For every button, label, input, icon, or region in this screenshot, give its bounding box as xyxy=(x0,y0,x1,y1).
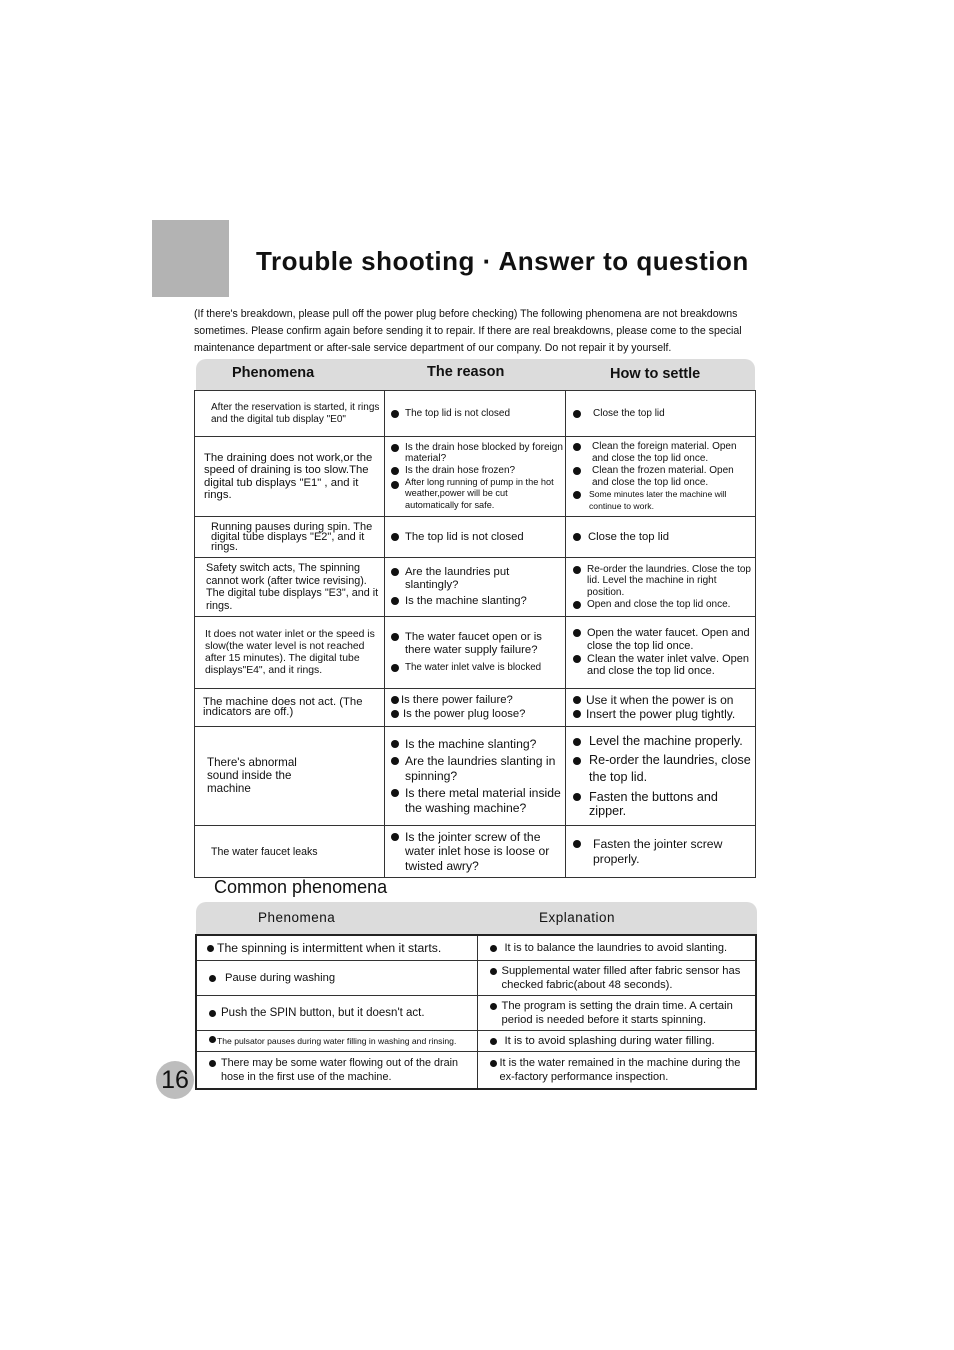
table-row xyxy=(195,726,756,825)
common-phenomena-header xyxy=(196,902,757,934)
phenomenon-cell: The draining does not work,or the speed of draining is too slow.The digital tub displays "E1" , and it rings. xyxy=(195,437,385,517)
bullet-icon xyxy=(391,410,399,418)
phenomenon-cell: Safety switch acts, The spinning cannot work (after twice revising). The digital tube displays "E3", and it rings. xyxy=(195,558,385,617)
phenomenon-cell: Running pauses during spin. The digital tube displays "E2", and it rings. xyxy=(195,517,385,558)
settle-cell xyxy=(566,437,756,517)
bullet-icon xyxy=(391,467,399,475)
list-item: Re-order the laundries. Close the top lid. Level the machine in right position. xyxy=(573,564,753,599)
list-item: Use it when the power is on xyxy=(573,694,751,706)
phenomenon-cell: The water faucet leaks xyxy=(195,825,385,878)
bullet-icon xyxy=(391,757,399,765)
phenomenon-cell: The pulsator pauses during water filling in washing and rinsing. xyxy=(196,1030,477,1051)
phenomenon-cell: It does not water inlet or the speed is slow(the water level is not reached after 15 minutes). The digital tube displays"E4", and it rings. xyxy=(195,617,385,689)
phenomenon-cell: There's abnormal sound inside the machine xyxy=(195,726,385,825)
bullet-icon xyxy=(573,443,581,451)
table-row xyxy=(195,617,756,689)
header-reason: The reason xyxy=(427,364,505,380)
reason-cell xyxy=(385,689,566,727)
header-settle: How to settle xyxy=(610,366,701,382)
list-item: The water faucet open or is there water supply failure? xyxy=(391,631,561,656)
bullet-icon xyxy=(391,444,399,452)
page-title: Trouble shooting · Answer to question xyxy=(256,246,749,276)
bullet-icon xyxy=(391,597,399,605)
table-row xyxy=(195,517,756,558)
table-row xyxy=(195,437,756,517)
phenomenon-cell: Pause during washing xyxy=(196,960,477,995)
bullet-icon xyxy=(391,789,399,797)
bullet-icon xyxy=(391,710,399,718)
list-item: Are the laundries slanting in spinning? xyxy=(391,754,561,783)
troubleshooting-header xyxy=(196,359,755,390)
bullet-icon xyxy=(573,757,581,765)
bullet-icon xyxy=(573,467,581,475)
bullet-icon xyxy=(573,566,581,574)
reason-cell xyxy=(385,517,566,558)
list-item: The top lid is not closed xyxy=(391,531,561,543)
list-item: Open and close the top lid once. xyxy=(573,599,753,611)
bullet-icon xyxy=(391,696,399,704)
list-item: The top lid is not closed xyxy=(391,408,561,420)
bullet-icon xyxy=(490,1003,497,1010)
list-item: Open the water faucet. Open and close the top lid once. xyxy=(573,627,751,652)
explanation-cell: Supplemental water filled after fabric sensor has checked fabric(about 48 seconds). xyxy=(477,960,756,995)
bullet-icon xyxy=(391,481,399,489)
bullet-icon xyxy=(209,1010,216,1017)
bullet-icon xyxy=(209,1060,216,1067)
list-item: Re-order the laundries, close the top lid. xyxy=(573,752,751,787)
list-item: Is the machine slanting? xyxy=(391,737,561,752)
list-item: Clean the frozen material. Open and close the top lid once. xyxy=(573,465,753,488)
list-item: Is the machine slanting? xyxy=(391,595,561,607)
list-item: After long running of pump in the hot weather,power will be cut automatically for safe. xyxy=(391,477,563,512)
bullet-icon xyxy=(573,738,581,746)
list-item: Clean the water inlet valve. Open and close the top lid once. xyxy=(573,653,751,678)
header-explanation: Explanation xyxy=(539,910,616,925)
bullet-icon xyxy=(209,1036,216,1043)
bullet-icon xyxy=(391,633,399,641)
table-row xyxy=(196,1030,756,1051)
settle-cell xyxy=(566,558,756,617)
bullet-icon xyxy=(573,696,581,704)
settle-cell xyxy=(566,689,756,727)
header-phenomena: Phenomena xyxy=(232,365,315,381)
bullet-icon xyxy=(490,968,497,975)
phenomenon-cell: The machine does not act. (The indicators are off.) xyxy=(195,689,385,727)
list-item: Is the drain hose blocked by foreign material? xyxy=(391,442,563,464)
list-item: Fasten the buttons and zipper. xyxy=(573,790,751,819)
settle-cell xyxy=(566,825,756,878)
list-item: Some minutes later the machine will continue to work. xyxy=(573,489,753,512)
bullet-icon xyxy=(573,533,581,541)
list-item: Clean the foreign material. Open and close the top lid once. xyxy=(573,441,753,464)
table-row xyxy=(195,825,756,878)
reason-cell xyxy=(385,825,566,878)
bullet-icon xyxy=(209,975,216,982)
settle-cell xyxy=(566,726,756,825)
header-phenomena: Phenomena xyxy=(258,910,336,925)
bullet-icon xyxy=(573,710,581,718)
list-item: Level the machine properly. xyxy=(573,733,751,751)
settle-cell xyxy=(566,617,756,689)
list-item: Is the jointer screw of the water inlet hose is loose or twisted awry? xyxy=(391,830,561,874)
bullet-icon xyxy=(573,491,581,499)
common-phenomena-title: Common phenomena xyxy=(214,877,388,897)
bullet-icon xyxy=(573,601,581,609)
bullet-icon xyxy=(391,664,399,672)
bullet-icon xyxy=(391,833,399,841)
list-item: Is the drain hose frozen? xyxy=(391,465,563,476)
bullet-icon xyxy=(573,655,581,663)
reason-cell xyxy=(385,391,566,437)
bullet-icon xyxy=(573,793,581,801)
explanation-cell: It is to balance the laundries to avoid slanting. xyxy=(477,935,756,960)
list-item: The water inlet valve is blocked xyxy=(391,662,561,674)
bullet-icon xyxy=(391,533,399,541)
explanation-cell: The program is setting the drain time. A certain period is needed before it starts spinning. xyxy=(477,995,756,1030)
phenomenon-cell: After the reservation is started, it rings and the digital tub display "E0" xyxy=(195,391,385,437)
table-row xyxy=(196,995,756,1030)
list-item: Is there power failure? xyxy=(391,694,561,706)
intro-paragraph: (If there's breakdown, please pull off the power plug before checking) The following phenomena are not breakdowns sometimes. Please confirm again before sending it to repair. If there are real breakdowns, please come to the special maintenance department or after-sale service department of our company. Do not repair it by yourself. xyxy=(194,308,742,354)
table-row xyxy=(195,689,756,727)
bullet-icon xyxy=(490,1038,497,1045)
bullet-icon xyxy=(490,945,497,952)
bullet-icon xyxy=(573,840,581,848)
list-item: Is there metal material inside the washing machine? xyxy=(391,786,561,815)
reason-cell xyxy=(385,558,566,617)
table-row xyxy=(196,960,756,995)
page-number: 16 xyxy=(161,1066,189,1094)
bullet-icon xyxy=(573,629,581,637)
bullet-icon xyxy=(391,568,399,576)
table-row xyxy=(195,558,756,617)
bullet-icon xyxy=(207,945,214,952)
phenomenon-cell: Push the SPIN button, but it doesn't act. xyxy=(196,995,477,1030)
explanation-cell: It is to avoid splashing during water filling. xyxy=(477,1030,756,1051)
reason-cell xyxy=(385,617,566,689)
settle-cell xyxy=(566,517,756,558)
list-item: Close the top lid xyxy=(573,408,751,420)
bullet-icon xyxy=(490,1060,497,1067)
table-row xyxy=(196,935,756,960)
list-item: Close the top lid xyxy=(573,531,751,543)
section-marker-block xyxy=(152,220,229,297)
common-phenomena-table xyxy=(195,934,757,1090)
bullet-icon xyxy=(573,410,581,418)
phenomenon-cell: There may be some water flowing out of the drain hose in the first use of the machine. xyxy=(196,1051,477,1089)
explanation-cell: It is the water remained in the machine during the ex-factory performance inspection. xyxy=(477,1051,756,1089)
table-row xyxy=(195,391,756,437)
table-row xyxy=(196,1051,756,1089)
list-item: Are the laundries put slantingly? xyxy=(391,566,561,591)
phenomenon-cell: The spinning is intermittent when it starts. xyxy=(196,935,477,960)
settle-cell xyxy=(566,391,756,437)
list-item: Is the power plug loose? xyxy=(391,708,561,720)
list-item: Fasten the jointer screw properly. xyxy=(573,837,751,866)
reason-cell xyxy=(385,437,566,517)
reason-cell xyxy=(385,726,566,825)
list-item: Insert the power plug tightly. xyxy=(573,708,751,720)
troubleshooting-table xyxy=(194,390,756,878)
bullet-icon xyxy=(391,740,399,748)
